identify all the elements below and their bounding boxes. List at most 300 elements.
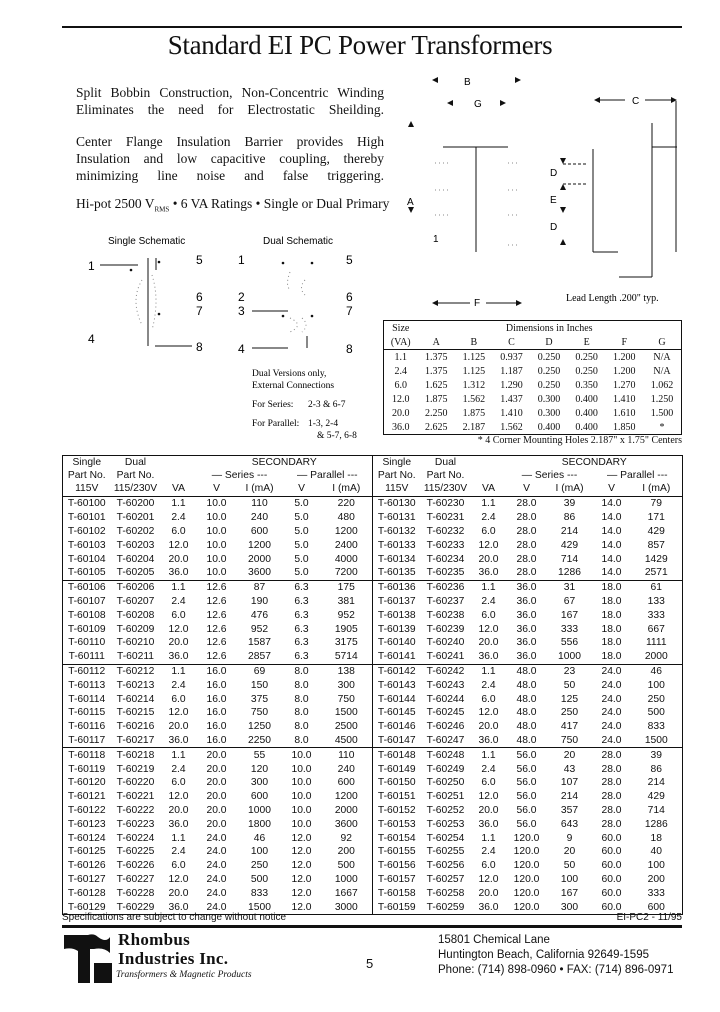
va-header: VA: [471, 482, 507, 497]
series-v: 16.0: [206, 734, 227, 746]
series-v: 56.0: [516, 791, 537, 803]
dimensions-table: [383, 320, 682, 435]
single-part-no: T-60135: [377, 567, 416, 579]
series-v: 120.0: [513, 901, 540, 913]
parallel-v: 12.0: [291, 901, 312, 913]
parallel-v: 28.0: [601, 818, 622, 830]
va: 6.0: [171, 525, 186, 537]
series-i: 500: [250, 873, 269, 885]
va: 6.0: [481, 525, 496, 537]
label-f: F: [474, 298, 481, 309]
single-part-no: T-60110: [68, 637, 106, 649]
series-i-header: I (mA): [237, 482, 283, 497]
table-row: [373, 511, 683, 525]
dim-cell: 1.187: [500, 365, 523, 377]
single-part-no: T-60132: [377, 525, 416, 537]
parallel-v: 18.0: [601, 637, 622, 649]
table-row: [373, 831, 683, 845]
dim-cell: 1.062: [650, 379, 674, 391]
va: 36.0: [168, 651, 189, 663]
parallel-v: 5.0: [294, 525, 309, 537]
parallel-i: 110: [321, 748, 373, 762]
series-v: 120.0: [513, 832, 540, 844]
dual-note-1: Dual Versions only,: [252, 369, 327, 379]
hipot-prefix: Hi-pot 2500 V: [76, 196, 155, 211]
parallel-v: 8.0: [283, 664, 321, 678]
dual-part-no: T-60234: [426, 553, 465, 565]
table-row: [63, 817, 373, 831]
single-part-no: T-60113: [68, 679, 106, 691]
dual-part-no: T-60211: [116, 651, 155, 663]
dual-part-no: T-60243: [426, 679, 465, 691]
series-i: 190: [250, 595, 269, 607]
dim-cell: 1.437: [500, 393, 523, 405]
dim-cell: 1.500: [650, 407, 674, 419]
series-v: 12.6: [206, 651, 227, 663]
va: 12.0: [168, 539, 189, 551]
parallel-v: 60.0: [601, 901, 622, 913]
series-header: — Series ---: [211, 470, 268, 481]
parallel-i: 2400: [334, 539, 358, 551]
parallel-i: 500: [647, 707, 665, 719]
hipot-rating: [76, 196, 389, 214]
parallel-i: 4000: [334, 553, 358, 565]
series-v: 20.0: [206, 763, 227, 775]
parallel-i-header: I (mA): [631, 482, 683, 497]
single-part-no: T-60123: [67, 818, 106, 830]
va: 6.0: [171, 609, 186, 621]
series-i: 2000: [248, 553, 271, 565]
series-v: 28.0: [516, 512, 537, 524]
va: 20.0: [168, 887, 189, 899]
series-i: 1000: [248, 804, 271, 816]
dual-part-no: T-60227: [116, 873, 155, 885]
single-part-no: T-60129: [67, 901, 106, 913]
table-row: [373, 692, 683, 706]
company-name-line-2: Industries Inc.: [118, 949, 229, 968]
label-c: C: [632, 96, 640, 107]
parallel-v: 6.3: [294, 623, 309, 635]
table-row: [63, 650, 373, 664]
dual-part-no: T-60236: [421, 580, 471, 594]
single-part-no: T-60106: [63, 580, 111, 594]
table-row: [373, 873, 683, 887]
series-i: 600: [250, 791, 269, 803]
dual-partno-header: Part No.: [426, 470, 465, 481]
single-part-no: T-60117: [68, 734, 106, 746]
series-v: 48.0: [507, 664, 547, 678]
series-i: 1286: [558, 567, 581, 579]
series-v: 12.6: [197, 580, 237, 594]
table-row: [373, 678, 683, 692]
series-i: 86: [563, 512, 576, 524]
series-i: 50: [563, 860, 576, 872]
dim-cell: 1.312: [462, 379, 486, 391]
series-i: 714: [560, 553, 579, 565]
table-row: [63, 608, 373, 622]
dual-part-no: T-60248: [421, 748, 471, 762]
dim-cell: 1.562: [462, 393, 486, 405]
va: 20.0: [168, 721, 189, 733]
parallel-v: 28.0: [601, 777, 622, 789]
va: 12.0: [168, 873, 189, 885]
series-i: 375: [250, 693, 269, 705]
parallel-i: 600: [647, 901, 665, 913]
parallel-v: 6.3: [294, 595, 309, 607]
dual-part-no: T-60203: [116, 539, 155, 551]
pin-5: 5: [196, 253, 203, 267]
series-i: 2250: [248, 734, 271, 746]
va: 12.0: [478, 539, 499, 551]
dimensions-row: [384, 378, 682, 392]
table-row: [63, 525, 373, 539]
parallel-i: 2500: [334, 721, 358, 733]
company-address: [438, 933, 673, 978]
series-v-header: V: [197, 482, 237, 497]
va: 6.0: [171, 693, 186, 705]
parallel-v-header: V: [283, 482, 321, 497]
document-id: EI-PC2 - 11/95: [616, 912, 682, 923]
va: 2.4: [171, 679, 186, 691]
va: 36.0: [168, 901, 189, 913]
parallel-v: 18.0: [601, 609, 622, 621]
dim-cell: *: [659, 421, 665, 433]
company-tagline: Transformers & Magnetic Products: [116, 970, 252, 980]
dual-part-no: T-60230: [426, 498, 465, 510]
parallel-v: 24.0: [601, 734, 622, 746]
va: 36.0: [168, 567, 189, 579]
series-i: 46: [253, 832, 266, 844]
table-row: [373, 608, 683, 622]
parallel-v: 24.0: [601, 707, 622, 719]
series-v: 28.0: [516, 539, 537, 551]
series-v: 12.6: [206, 623, 227, 635]
single-part-no: T-60121: [67, 791, 106, 803]
dim-cell: 0.250: [537, 379, 561, 391]
va: 1.1: [161, 664, 197, 678]
table-row: [63, 511, 373, 525]
single-header: Single: [72, 457, 102, 468]
va: 20.0: [168, 637, 189, 649]
parallel-i: 300: [337, 679, 355, 691]
parallel-i: 3000: [334, 901, 358, 913]
parallel-i: 240: [337, 763, 355, 775]
series-i: 167: [560, 887, 579, 899]
company-name-line-1: Rhombus: [118, 930, 191, 949]
single-part-no: T-60101: [67, 512, 106, 524]
parallel-i: 92: [340, 832, 352, 844]
dim-cell: 1.270: [612, 379, 636, 391]
parallel-value-1: 1-3, 2-4: [308, 419, 339, 429]
dual-part-no: T-60256: [426, 860, 465, 872]
table-row: [373, 580, 683, 594]
pin-4: 4: [88, 332, 95, 346]
single-part-no: T-60109: [67, 623, 106, 635]
series-i: 214: [560, 525, 579, 537]
series-v: 56.0: [516, 818, 537, 830]
parallel-v: 28.0: [593, 748, 631, 762]
parallel-v: 18.0: [601, 595, 622, 607]
dim-col-header: D: [530, 335, 568, 350]
parallel-i: 200: [337, 846, 355, 858]
dual-part-no: T-60210: [116, 637, 155, 649]
dim-cell: 1.200: [612, 351, 636, 363]
series-i: 333: [560, 623, 579, 635]
bottom-rule: [62, 925, 682, 928]
series-v: 48.0: [516, 721, 537, 733]
parallel-i: 381: [337, 595, 355, 607]
single-voltage-header: 115V: [63, 482, 111, 497]
single-part-no: T-60120: [67, 777, 106, 789]
parallel-v-header: V: [593, 482, 631, 497]
series-v: 28.0: [516, 498, 537, 510]
parallel-i: 2000: [334, 804, 358, 816]
series-i: 31: [547, 580, 593, 594]
dimensions-row: [384, 406, 682, 420]
parallel-i: 214: [647, 777, 665, 789]
parallel-v: 5.0: [294, 567, 309, 579]
parallel-v: 60.0: [601, 860, 622, 872]
va: 36.0: [478, 567, 499, 579]
series-i: 167: [560, 609, 579, 621]
dim-cell: 0.300: [537, 393, 561, 405]
single-part-no: T-60124: [67, 832, 106, 844]
va: 20.0: [168, 804, 189, 816]
parallel-i: 3600: [334, 818, 358, 830]
single-partno-header: Part No.: [67, 470, 106, 481]
series-v: 24.0: [206, 901, 227, 913]
company-name: [118, 930, 228, 968]
label-a: A: [407, 197, 414, 208]
dual-part-no: T-60208: [116, 609, 155, 621]
dual-partno-header: Part No.: [116, 470, 155, 481]
series-i-header: I (mA): [547, 482, 593, 497]
single-part-no: T-60116: [68, 721, 106, 733]
table-row: [63, 538, 373, 552]
dual-part-no: T-60214: [116, 693, 155, 705]
hipot-sub: RMS: [154, 205, 170, 214]
dim-cell: 6.0: [394, 379, 407, 391]
parallel-v: 12.0: [291, 846, 312, 858]
address-line-1: 15801 Chemical Lane: [438, 934, 550, 946]
series-i: 357: [560, 804, 579, 816]
series-i: 20: [547, 748, 593, 762]
table-row: [373, 804, 683, 818]
parallel-v: 12.0: [291, 873, 312, 885]
va: 1.1: [481, 832, 496, 844]
series-v: 36.0: [516, 637, 537, 649]
series-v: 10.0: [206, 539, 227, 551]
parallel-v: 8.0: [294, 679, 309, 691]
parallel-i: 46: [631, 664, 683, 678]
va: 20.0: [168, 553, 189, 565]
single-part-no: T-60136: [373, 580, 421, 594]
parallel-v: 14.0: [601, 498, 622, 510]
label-d-top: D: [550, 168, 558, 179]
dim-cell: 1.875: [425, 393, 448, 405]
table-row: [63, 804, 373, 818]
parallel-i: 952: [337, 609, 355, 621]
single-part-no: T-60143: [377, 679, 416, 691]
table-row: [373, 525, 683, 539]
parallel-v: 5.0: [294, 512, 309, 524]
parallel-v: 18.0: [601, 651, 622, 663]
dimensions-title: Dimensions in Inches: [505, 322, 593, 334]
table-row: [373, 552, 683, 566]
single-part-no: T-60107: [67, 595, 106, 607]
table-row: [373, 664, 683, 678]
series-v: 56.0: [516, 804, 537, 816]
dual-part-no: T-60253: [426, 818, 465, 830]
series-i: 100: [250, 846, 269, 858]
parallel-i: 100: [647, 860, 665, 872]
table-row: [63, 886, 373, 900]
dual-pin-8: 8: [346, 342, 353, 356]
label-1: 1: [433, 234, 439, 245]
va: 20.0: [478, 553, 499, 565]
va: 2.4: [171, 512, 186, 524]
table-row: [373, 859, 683, 873]
va: 6.0: [171, 860, 186, 872]
table-row: [373, 636, 683, 650]
parallel-i: 138: [321, 664, 373, 678]
parallel-v: 60.0: [601, 873, 622, 885]
va: 12.0: [478, 623, 499, 635]
series-i: 1000: [558, 651, 581, 663]
label-e: E: [550, 195, 557, 206]
dim-cell: 0.937: [500, 351, 523, 363]
parallel-i: 2571: [644, 567, 668, 579]
single-part-no: T-60114: [68, 693, 106, 705]
dim-cell: 1.125: [462, 351, 486, 363]
parallel-v: 6.3: [294, 609, 309, 621]
parallel-i: 3175: [334, 637, 358, 649]
series-v: 48.0: [516, 679, 537, 691]
mechanical-drawing: [400, 65, 682, 315]
single-part-no: T-60144: [377, 693, 416, 705]
single-part-no: T-60118: [63, 748, 111, 762]
single-voltage-header: 115V: [373, 482, 421, 497]
dim-cell: 1.375: [425, 365, 448, 377]
parallel-i: 429: [647, 525, 665, 537]
dim-cell: 36.0: [391, 421, 410, 433]
dim-cell: 0.400: [575, 407, 598, 419]
address-line-2: Huntington Beach, California 92649-1595: [438, 949, 649, 961]
parallel-i-header: I (mA): [321, 482, 373, 497]
parallel-i: 220: [337, 498, 355, 510]
va: 2.4: [171, 595, 186, 607]
dual-part-no: T-60249: [426, 763, 465, 775]
series-v: 24.0: [206, 860, 227, 872]
va: 1.1: [171, 832, 186, 844]
va: 1.1: [471, 748, 507, 762]
pin-8: 8: [196, 340, 203, 354]
parallel-v: 24.0: [601, 693, 622, 705]
dim-cell: N/A: [653, 351, 671, 363]
dual-part-no: T-60241: [426, 651, 465, 663]
size-header: Size: [392, 322, 410, 334]
parallel-i: 333: [647, 887, 665, 899]
parallel-i: 200: [647, 873, 665, 885]
parallel-i: 86: [650, 763, 662, 775]
single-part-no: T-60149: [377, 763, 416, 775]
series-v: 36.0: [516, 609, 537, 621]
va: 6.0: [481, 693, 496, 705]
parallel-i: 1905: [334, 623, 358, 635]
series-v: 56.0: [507, 748, 547, 762]
dual-part-no: T-60251: [426, 791, 465, 803]
series-i: 100: [560, 873, 579, 885]
single-part-no: T-60155: [377, 846, 416, 858]
series-v: 36.0: [516, 595, 537, 607]
table-row: [63, 720, 373, 734]
parallel-i: 133: [647, 595, 665, 607]
table-row: [63, 873, 373, 887]
dual-part-no: T-60240: [426, 637, 465, 649]
series-i: 750: [250, 707, 269, 719]
parallel-i: 1500: [644, 734, 668, 746]
parallel-v: 28.0: [601, 804, 622, 816]
series-v: 20.0: [206, 777, 227, 789]
dual-part-no: T-60232: [426, 525, 465, 537]
dim-cell: 20.0: [391, 407, 410, 419]
single-part-no: T-60127: [67, 873, 106, 885]
series-v: 20.0: [206, 804, 227, 816]
single-part-no: T-60153: [377, 818, 416, 830]
dim-cell: 1.875: [462, 407, 486, 419]
dim-cell: 0.250: [575, 365, 598, 377]
single-part-no: T-60142: [373, 664, 421, 678]
va: 20.0: [478, 637, 499, 649]
dual-part-no: T-60250: [426, 777, 465, 789]
parallel-i: 1200: [334, 791, 358, 803]
single-part-no: T-60133: [377, 539, 416, 551]
parallel-i: 1000: [334, 873, 358, 885]
series-v: 24.0: [206, 873, 227, 885]
dim-cell: 0.350: [575, 379, 598, 391]
parallel-v: 14.0: [601, 539, 622, 551]
dual-part-no: T-60202: [116, 525, 155, 537]
single-part-no: T-60102: [67, 525, 106, 537]
intro-paragraph-1: Split Bobbin Construction, Non-Concentric Winding Eliminates the need for Electrostatic Sheilding.: [76, 85, 384, 117]
parallel-i: 79: [650, 498, 662, 510]
label-d-bottom: D: [550, 222, 558, 233]
pin-7: 7: [196, 304, 203, 318]
dual-part-no: T-60201: [116, 512, 155, 524]
series-v: 36.0: [507, 580, 547, 594]
dim-cell: 0.250: [575, 351, 598, 363]
dual-note-2: External Connections: [252, 381, 335, 391]
mounting-footnote: * 4 Corner Mounting Holes 2.187" x 1.75" Centers: [477, 435, 682, 446]
series-v: 20.0: [206, 791, 227, 803]
dual-part-no: T-60226: [116, 860, 155, 872]
series-i: 1587: [248, 637, 271, 649]
va: 20.0: [478, 721, 499, 733]
parallel-i: 714: [647, 804, 665, 816]
series-v: 12.6: [206, 595, 227, 607]
parallel-v: 10.0: [291, 804, 312, 816]
series-v: 16.0: [197, 664, 237, 678]
dual-part-no: T-60246: [426, 721, 465, 733]
series-v: 56.0: [516, 777, 537, 789]
pin-6: 6: [196, 290, 203, 304]
dim-cell: 0.400: [537, 421, 561, 433]
parallel-v: 60.0: [601, 832, 622, 844]
label-b: B: [464, 77, 471, 88]
parallel-header: — Parallel ---: [606, 470, 668, 481]
parts-table-right: [372, 455, 683, 915]
va: 1.1: [471, 580, 507, 594]
